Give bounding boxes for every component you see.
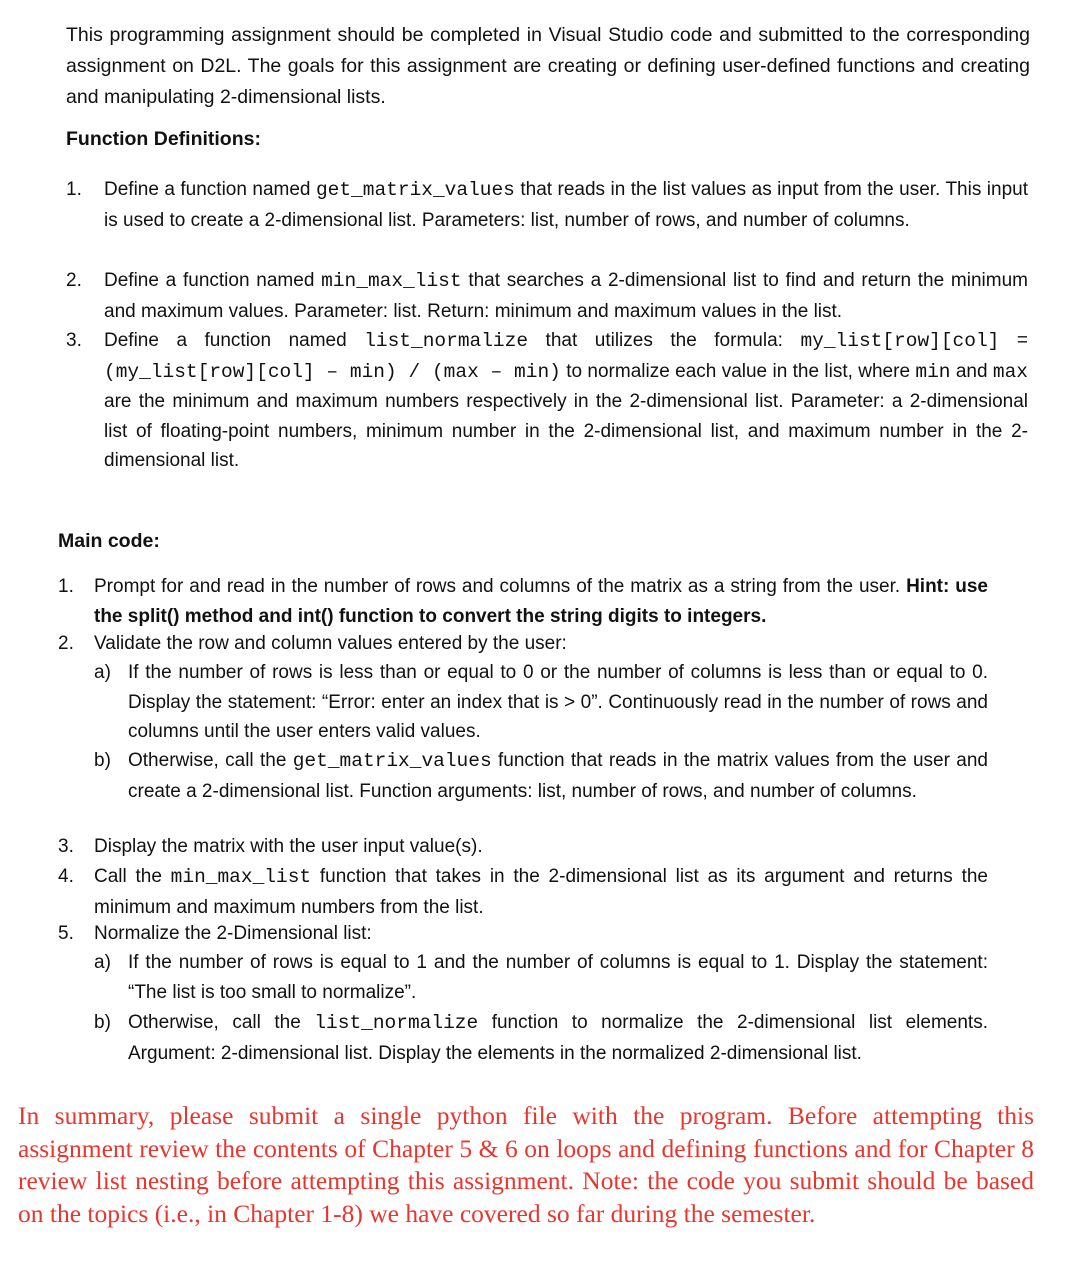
code-get-matrix-values: get_matrix_values (292, 750, 492, 772)
main-code-text: Display the matrix with the user input value(s). (94, 836, 483, 857)
summary-paragraph: In summary, please submit a single python file with the program. Before attempting this assignment review the contents of Chapter 5 & 6 on loops and defining functions and for Chapter 8 review list nesting before attempting this assignment. Note: the code you submit should be based on the topics (i.e., in Chapter 1-8) we have covered so far during the semester. (18, 1101, 1034, 1228)
text-segment: that reads in the list values as input from the user. This input is used to create a 2-dimensional list. Parameters: list, number of rows, and number of columns. (104, 179, 1028, 231)
function-definition-text (104, 266, 1028, 326)
function-definition-item (66, 266, 1028, 326)
main-code-item (58, 572, 988, 631)
intro-paragraph (66, 20, 1030, 113)
main-code-item (58, 629, 988, 659)
intro-text: This programming assignment should be completed in Visual Studio code and submitted to the corresponding assignment on D2L. The goals for this assignment are creating or defining user-defined functions and creating and manipulating 2-dimensional lists. (66, 24, 1030, 108)
list-number: 4. (58, 866, 74, 887)
text-segment: that utilizes the formula: (528, 330, 801, 351)
main-code-heading: Main code: (58, 530, 160, 552)
text-segment: Define a function named (104, 179, 316, 200)
hint-text: Hint: use the split() method and int() function to convert the string digits to integers. (94, 576, 988, 627)
sub-item (94, 746, 988, 806)
sub-item-label: a) (94, 662, 111, 683)
sub-item-label: b) (94, 750, 111, 771)
sub-item-label: a) (94, 952, 111, 973)
code-min-max-list: min_max_list (170, 866, 312, 888)
code-get-matrix-values: get_matrix_values (315, 179, 515, 201)
sub-item (94, 1008, 988, 1068)
sub-item (94, 948, 988, 1007)
function-definition-text (104, 175, 1028, 235)
text-segment: Define a function named (104, 330, 365, 351)
text-segment: are the minimum and maximum numbers respectively in the 2-dimensional list. Parameter: a 2-dimensional list of floating-point numbers, minimum number in the 2-dimensional list, and maximum number in the 2-dimensional list. (104, 391, 1028, 471)
main-code-text: Validate the row and column values entered by the user: (94, 633, 567, 654)
code-min-max-list: min_max_list (321, 270, 462, 292)
code-formula-left: my_list[row][col] (800, 330, 1000, 352)
main-code-text (94, 572, 988, 631)
main-code-text: Normalize the 2-Dimensional list: (94, 923, 372, 944)
text-segment: = (999, 330, 1028, 351)
text-segment: Prompt for and read in the number of rows and columns of the matrix as a string from the user. (94, 576, 907, 597)
sub-item-text: If the number of rows is less than or equal to 0 or the number of columns is less than or equal to 0. Display the statement: “Error: enter an index that is > 0”. Continuously read in the number of rows and columns until the user enters valid values. (128, 662, 988, 742)
list-number: 5. (58, 923, 74, 944)
text-segment: Call the (94, 866, 171, 887)
code-formula-right: (my_list[row][col] – min) / (max – min) (104, 360, 561, 383)
sub-item-text: If the number of rows is equal to 1 and the number of columns is equal to 1. Display the statement: “The list is too small to normalize”. (128, 952, 988, 1003)
function-definition-item (66, 326, 1028, 476)
main-code-item (58, 832, 988, 862)
text-segment: Otherwise, call the (128, 750, 293, 771)
list-number: 3. (66, 330, 82, 351)
text-segment: and (950, 360, 993, 382)
sub-item-label: b) (94, 1012, 111, 1033)
main-code-text (94, 862, 988, 922)
list-number: 2. (66, 270, 82, 291)
sub-item (94, 658, 988, 747)
code-min: min (915, 360, 951, 383)
text-segment: Define a function named (104, 270, 322, 291)
function-definitions-heading: Function Definitions: (66, 128, 261, 150)
code-list-normalize: list_normalize (314, 1012, 479, 1034)
list-number: 1. (66, 179, 82, 200)
sub-item-text (128, 746, 988, 806)
sub-item-text (128, 1008, 988, 1068)
list-number: 3. (58, 836, 74, 857)
list-number: 1. (58, 576, 74, 597)
text-segment: function to normalize the 2-dimensional list elements. Argument: 2-dimensional list. Display the elements in the normalized 2-dimensional list. (128, 1012, 988, 1064)
code-max: max (992, 360, 1029, 383)
text-segment: function that takes in the 2-dimensional list as its argument and returns the minimum and maximum numbers from the list. (94, 866, 988, 918)
function-definition-text (104, 326, 1028, 476)
list-number: 2. (58, 633, 74, 654)
main-code-item (58, 862, 988, 922)
main-code-item (58, 919, 988, 949)
text-segment: to normalize each value in the list, where (560, 360, 916, 382)
text-segment: function that reads in the matrix values from the user and create a 2-dimensional list. Function arguments: list, number of rows, and number of columns. (128, 750, 988, 802)
text-segment: that searches a 2-dimensional list to find and return the minimum and maximum values. Parameter: list. Return: minimum and maximum values in the list. (104, 270, 1028, 322)
function-definition-item (66, 175, 1028, 235)
code-list-normalize: list_normalize (364, 330, 529, 352)
text-segment: Otherwise, call the (128, 1012, 315, 1033)
